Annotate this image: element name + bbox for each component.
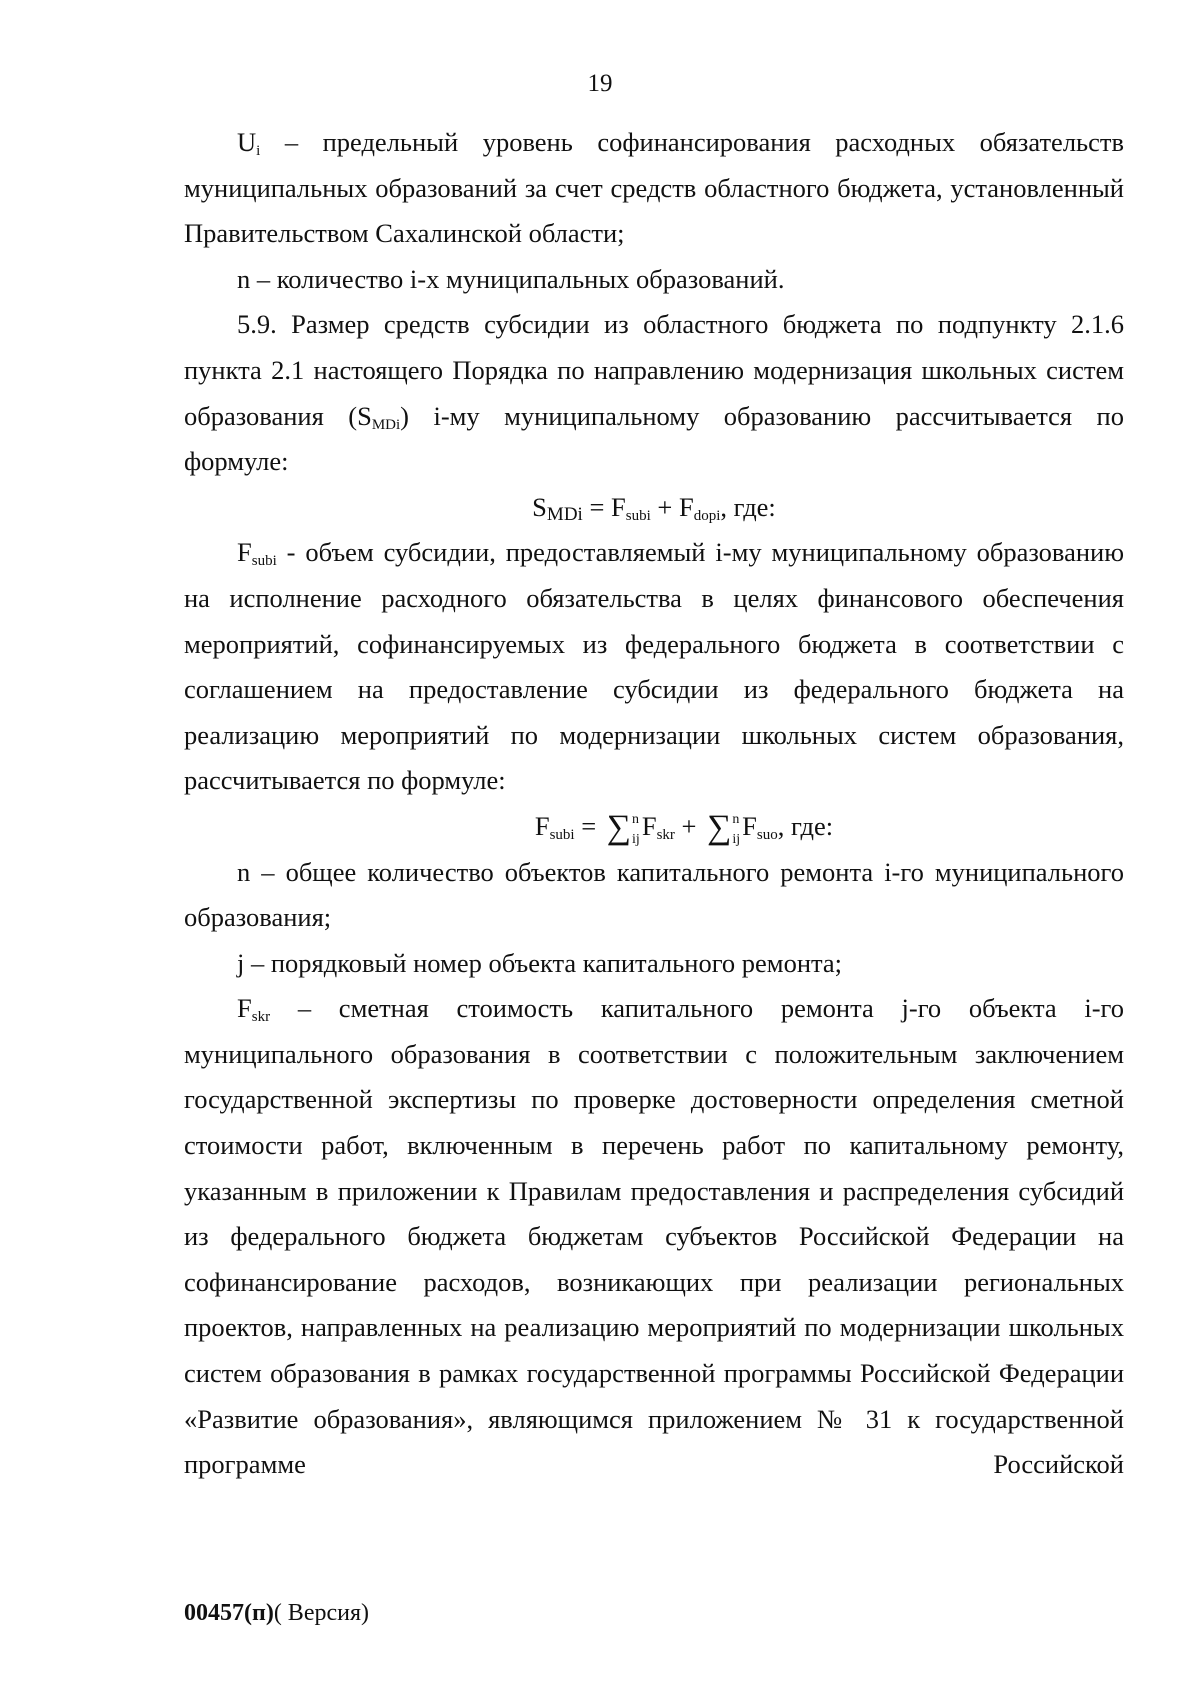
formula-fsubi: $F_{subi} = \sum^n_{ij}F_{skr} + \sum^n_{ij}F_{suo}$, где: xyxy=(534,808,834,847)
formula-subscript: suo xyxy=(756,826,778,843)
paragraph-text: 5.9. Размер средств субсидии из областного бюджета по подпункту 2.1.6 пункта 2.1 настоящего Порядка по направлению модернизация школьных систем образования (S xyxy=(184,309,1124,431)
formula-symbol: = F xyxy=(582,491,626,522)
formula-symbol: F xyxy=(534,810,550,841)
formula-subscript: MDi xyxy=(546,503,583,525)
symbol-u: U xyxy=(237,127,257,157)
formula-symbol: = xyxy=(574,810,603,841)
symbol-u-sub: i xyxy=(256,143,261,159)
document-body xyxy=(184,120,1124,1488)
page-number: 19 xyxy=(587,70,613,97)
formula-subscript: skr xyxy=(656,826,675,843)
symbol-smdi-sub: MDi xyxy=(371,416,401,433)
formula-smdi xyxy=(184,485,1124,531)
paragraph-text: – предельный уровень софинансирования расходных обязательств муниципальных образований за счет средств областного бюджета, установленный Правительством Сахалинской области; xyxy=(184,127,1124,249)
formula-symbol: + F xyxy=(650,491,694,522)
paragraph-text: - объем субсидии, предоставляемый i-му муниципальному образованию на исполнение расходного обязательства в целях финансового обеспечения мероприятий, софинансируемых из федерального бюджета в соответствии с соглашением на предоставление субсидии из федерального бюджета на реализацию мероприятий по модернизации школьных систем образования, рассчитывается по формуле: xyxy=(184,537,1124,796)
paragraph-ui-definition xyxy=(184,120,1124,257)
formula-subscript: subi xyxy=(625,507,651,524)
formula-tail: , где: xyxy=(777,810,834,841)
formula-symbol: F xyxy=(742,810,757,841)
paragraph-5-9 xyxy=(184,302,1124,484)
paragraph-n-objects: n – общее количество объектов капитального ремонта i-го муниципального образования; xyxy=(184,856,1124,933)
document-code: 00457(п) xyxy=(184,1600,274,1626)
sigma-lower: ij xyxy=(732,831,741,847)
paragraph-fsubi-definition xyxy=(184,530,1124,804)
formula-symbol: S xyxy=(532,491,547,522)
formula-subscript: dopi xyxy=(693,507,721,524)
formula-symbol: + xyxy=(674,810,704,841)
paragraph-text: ) i-му муниципальному образованию рассчитывается по формуле: xyxy=(184,400,1124,477)
document-footer xyxy=(184,1600,369,1627)
sigma-lower: ij xyxy=(632,831,640,847)
symbol-f: F xyxy=(237,993,252,1024)
formula-symbol: F xyxy=(641,810,657,841)
symbol-f-sub: skr xyxy=(251,1009,271,1026)
document-version: ( Версия) xyxy=(273,1600,369,1626)
paragraph-text: – сметная стоимость капитального ремонта j-го объекта i-го муниципального образования в соответствии с положительным заключением государственной экспертизы по проверке достоверности определения сметной стоимости работ, включенным в перечень работ по капитальному ремонту, указанным в приложении к Правилам предоставления и распределения субсидий из федерального бюджета бюджетам субъектов Российской Федерации на софинансирование расходов, возникающих при реализации региональных проектов, направленных на реализацию мероприятий по модернизации школьных систем образования в рамках государственной программы Российской Федерации «Развитие образования», являющимся приложением № 31 к государственной программе Российской xyxy=(184,993,1124,1480)
paragraph-j-definition: j – порядковый номер объекта капитального ремонта; xyxy=(237,947,843,978)
symbol-f: F xyxy=(237,537,252,568)
symbol-f-sub: subi xyxy=(251,553,277,570)
sigma-upper: n xyxy=(732,811,740,827)
formula-tail: , где: xyxy=(720,491,776,522)
formula-subscript: subi xyxy=(549,826,575,843)
paragraph-n-definition: n – количество i-х муниципальных образований. xyxy=(237,263,785,294)
sigma-upper: n xyxy=(632,811,640,827)
paragraph-fskr-definition xyxy=(184,986,1124,1488)
